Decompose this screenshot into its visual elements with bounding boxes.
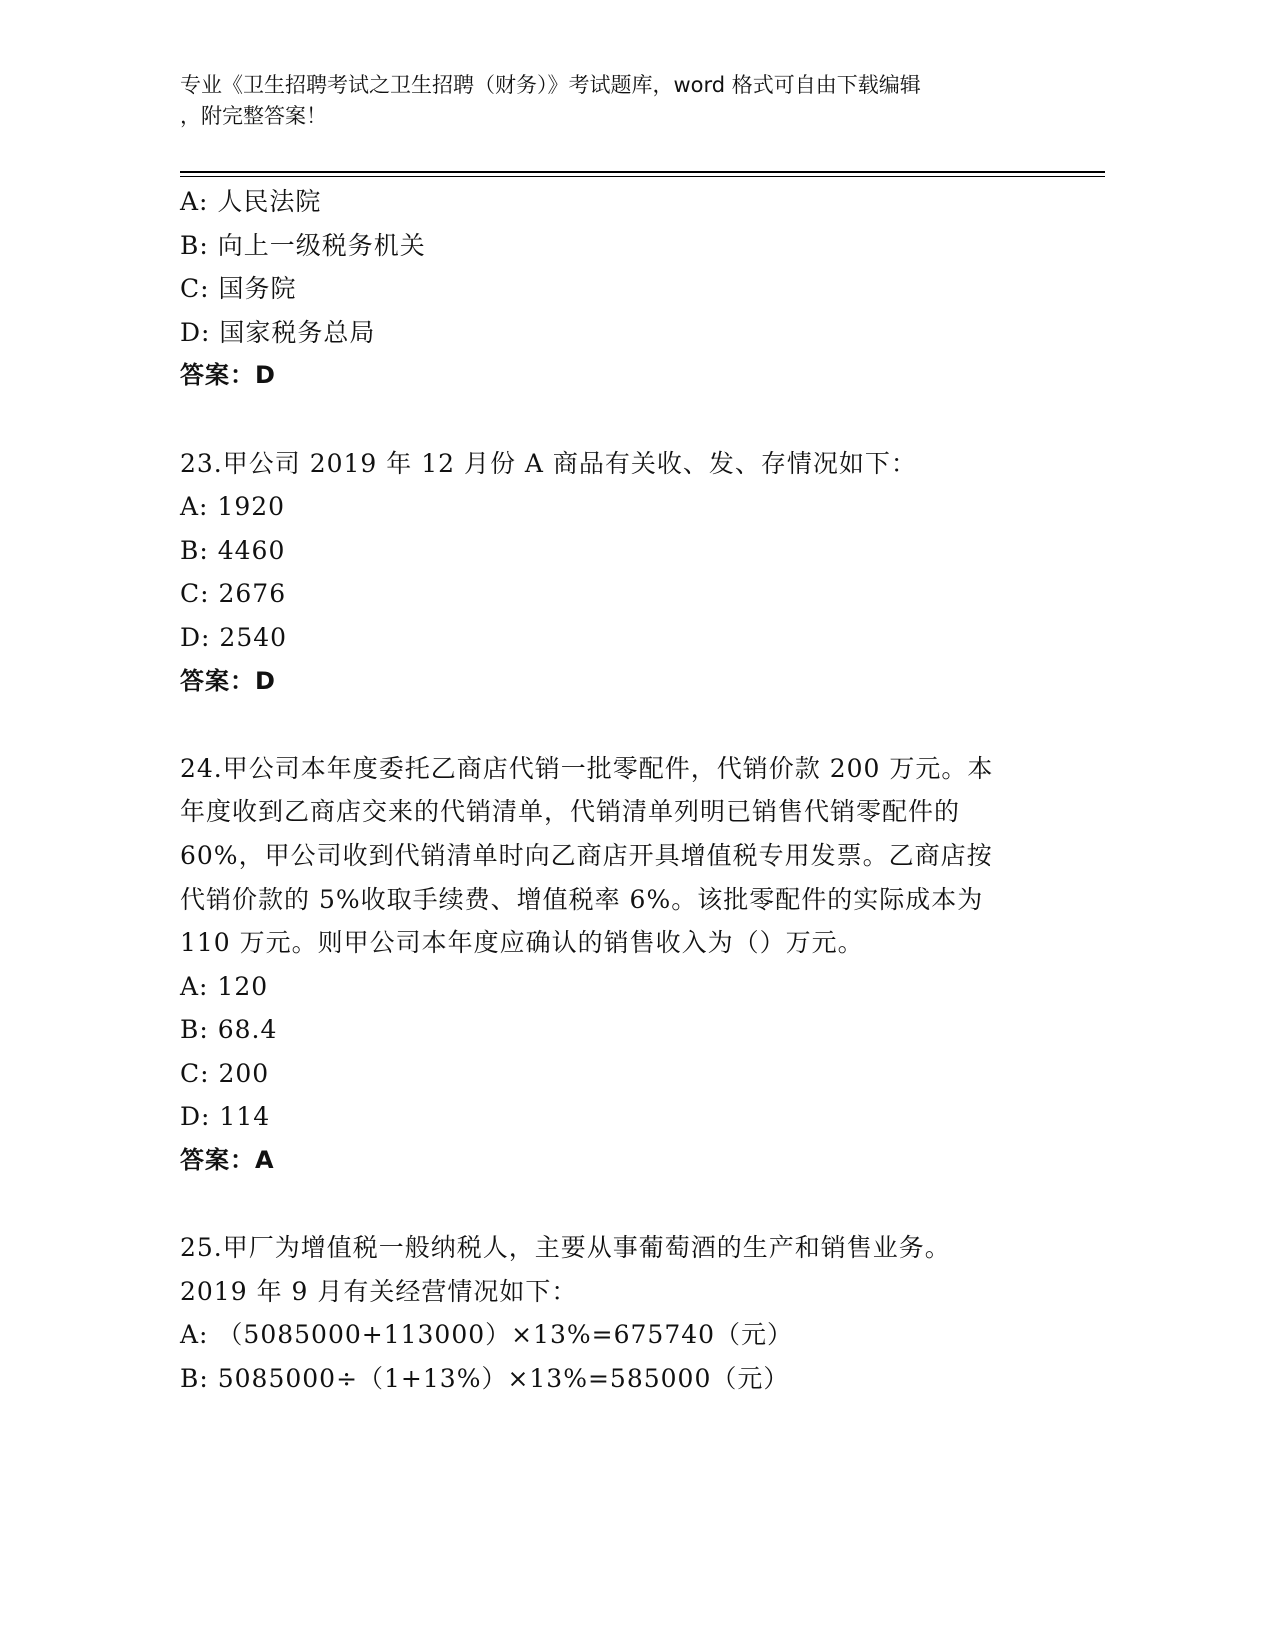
answer: 答案：D (180, 666, 276, 695)
question-24 (180, 747, 1060, 1183)
option: B: 4460 (180, 535, 286, 565)
question-text: 60%，甲公司收到代销清单时向乙商店开具增值税专用发票。乙商店按 (180, 840, 993, 870)
question-text: 23.甲公司 2019 年 12 月份 A 商品有关收、发、存情况如下： (180, 448, 917, 478)
option: A: 人民法院 (180, 187, 322, 216)
option: B: 5085000÷（1+13%）×13%=585000（元） (180, 1364, 790, 1394)
header-divider (180, 176, 1105, 177)
header-line: 专业《卫生招聘考试之卫生招聘（财务）》考试题库，word 格式可自由下载编辑 (180, 73, 921, 97)
question-25 (180, 1226, 1060, 1400)
option: D: 114 (180, 1102, 271, 1132)
question-text: 24.甲公司本年度委托乙商店代销一批零配件，代销价款 200 万元。本 (180, 753, 994, 783)
question-22 (180, 180, 1060, 398)
question-text: 2019 年 9 月有关经营情况如下： (180, 1276, 578, 1306)
question-23 (180, 442, 1060, 704)
option: C: 200 (180, 1058, 270, 1088)
option: D: 2540 (180, 622, 288, 652)
option: B: 向上一级税务机关 (180, 230, 426, 260)
option: C: 国务院 (180, 274, 297, 304)
option: A: （5085000+113000）×13%=675740（元） (180, 1320, 794, 1350)
question-text: 110 万元。则甲公司本年度应确认的销售收入为（）万元。 (180, 928, 864, 958)
question-text: 代销价款的 5%收取手续费、增值税率 6%。该批零配件的实际成本为 (180, 884, 984, 914)
option: D: 国家税务总局 (180, 317, 376, 347)
option: C: 2676 (180, 579, 287, 609)
answer: 答案：A (180, 1146, 275, 1175)
answer: 答案：D (180, 361, 276, 390)
header-divider (180, 171, 1105, 173)
question-text: 年度收到乙商店交来的代销清单，代销清单列明已销售代销零配件的 (180, 797, 961, 827)
option: B: 68.4 (180, 1015, 278, 1045)
question-text: 25.甲厂为增值税一般纳税人，主要从事葡萄酒的生产和销售业务。 (180, 1233, 951, 1263)
option: A: 1920 (180, 492, 286, 522)
header-line: ，附完整答案！ (180, 104, 327, 128)
option: A: 120 (180, 971, 269, 1001)
document-header (180, 70, 1040, 132)
question-list (180, 180, 1060, 1401)
